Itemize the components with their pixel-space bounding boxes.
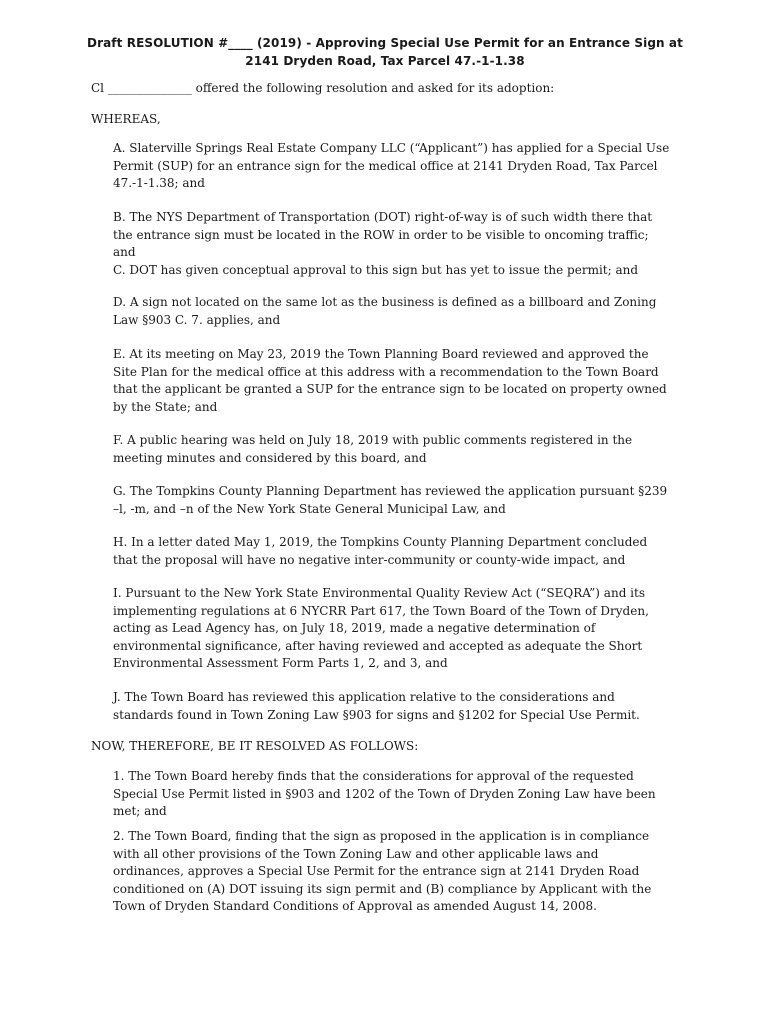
clause-i: I. Pursuant to the New York State Environmental Quality Review Act (“SEQRA”) and its implementing regulations at 6 NYCRR Part 617, the Town Board of the Town of Dryden, acting as Lead Agency has, on July 18, 2019, made a negative determination of environmental significance, after having reviewed and accepted as adequate the Short Environmental Assessment Form Parts 1, 2, and 3, and [113,586,649,671]
clause-a: A. Slaterville Springs Real Estate Company LLC (“Applicant”) has applied for a Special Use Permit (SUP) for an entrance sign for the medical office at 2141 Dryden Road, Tax Parcel 47.-1-1.38; and [113,141,670,191]
title-line-1: Draft RESOLUTION #____ (2019) - Approving Special Use Permit for an Entrance Sign at [87,36,683,50]
clause-h: H. In a letter dated May 1, 2019, the Tompkins County Planning Department concluded that the proposal will have no negative inter-community or county-wide impact, and [113,535,648,567]
intro-paragraph: Cl ______________ offered the following resolution and asked for its adoption: [91,81,555,95]
clause-e: E. At its meeting on May 23, 2019 the Town Planning Board reviewed and approved the Site Plan for the medical office at this address with a recommendation to the Town Board that the applicant be granted a SUP for the entrance sign to be located on property owned by the State; and [113,347,667,414]
resolved-heading: NOW, THEREFORE, BE IT RESOLVED AS FOLLOWS: [91,739,419,753]
resolution-title [60,34,710,70]
clause-j: J. The Town Board has reviewed this application relative to the considerations and standards found in Town Zoning Law §903 for signs and §1202 for Special Use Permit. [113,690,640,722]
clause-b: B. The NYS Department of Transportation (DOT) right-of-way is of such width there that the entrance sign must be located in the ROW in order to be visible to oncoming traffic; and [113,210,653,260]
clause-d: D. A sign not located on the same lot as the business is defined as a billboard and Zoning Law §903 C. 7. applies, and [113,295,657,327]
resolution-2: 2. The Town Board, finding that the sign as proposed in the application is in compliance with all other provisions of the Town Zoning Law and other applicable laws and ordinances, approves a Special Use Permit for the entrance sign at 2141 Dryden Road conditioned on (A) DOT issuing its sign permit and (B) compliance by Applicant with the Town of Dryden Standard Conditions of Approval as amended August 14, 2008. [113,829,652,914]
clause-g: G. The Tompkins County Planning Department has reviewed the application pursuant §239 –l, -m, and –n of the New York State General Municipal Law, and [113,484,668,516]
whereas-heading: WHEREAS, [91,112,161,126]
clause-f: F. A public hearing was held on July 18, 2019 with public comments registered in the meeting minutes and considered by this board, and [113,433,633,465]
clause-c: C. DOT has given conceptual approval to this sign but has yet to issue the permit; and [113,263,639,277]
resolution-1: 1. The Town Board hereby finds that the considerations for approval of the requested Special Use Permit listed in §903 and 1202 of the Town of Dryden Zoning Law have been met; and [113,769,656,819]
title-line-2: 2141 Dryden Road, Tax Parcel 47.-1-1.38 [245,54,525,68]
